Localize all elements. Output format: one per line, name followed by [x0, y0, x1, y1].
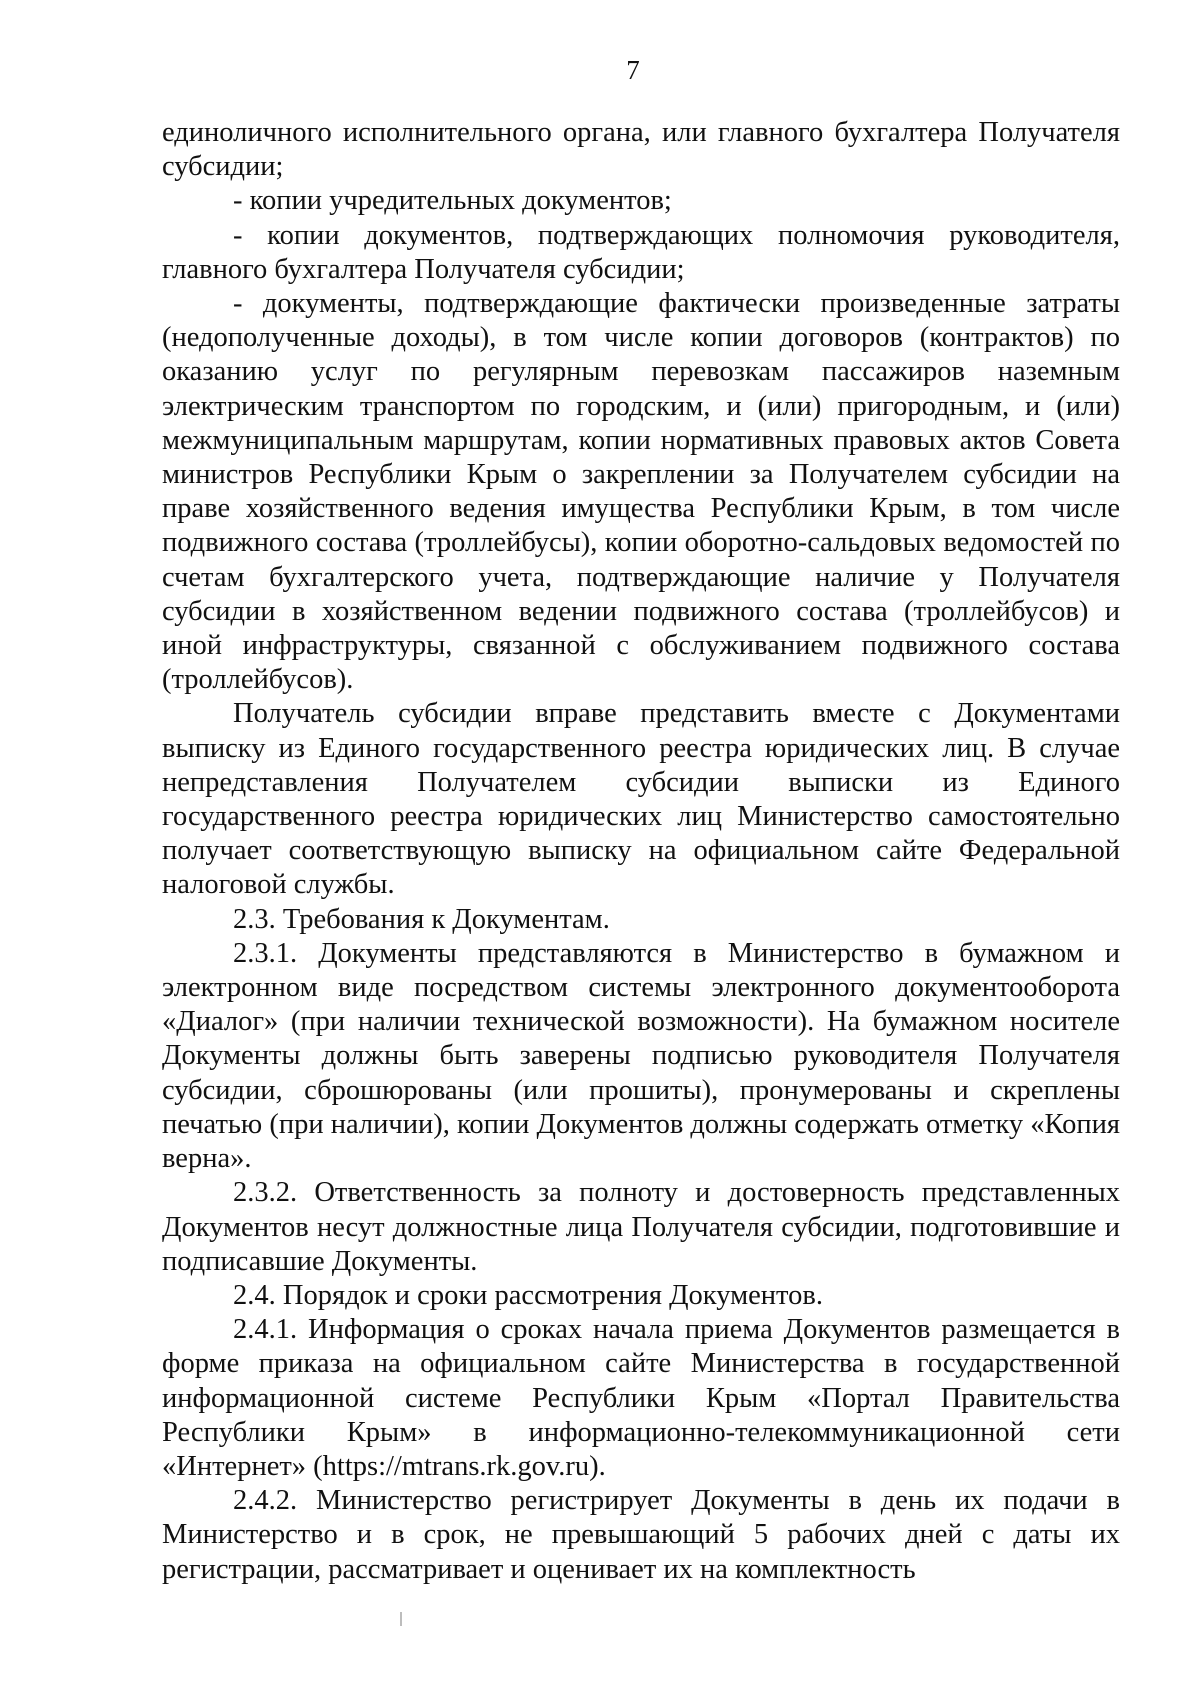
clause-2-4-1: 2.4.1. Информация о сроках начала приема Документов размещается в форме приказа на официальном сайте Министерства в государственной информационной системе Республики Крым «Портал Правительства Республики Крым» в информационно-телекоммуникационной сети «Интернет» (https://mtrans.rk.gov.ru).: [162, 1314, 1120, 1482]
clause-2-3-2: 2.3.2. Ответственность за полноту и достоверность представленных Документов несут должностные лица Получателя субсидии, подготовившие и подписавшие Документы.: [162, 1177, 1120, 1277]
clause-2-3-1: 2.3.1. Документы представляются в Министерство в бумажном и электронном виде посредством системы электронного документооборота «Диалог» (при наличии технической возможности). На бумажном носителе Документы должны быть заверены подписью руководителя Получателя субсидии, сброшюрованы (или прошиты), пронумерованы и скреплены печатью (при наличии), копии Документов должны содержать отметку «Копия верна».: [162, 937, 1120, 1175]
paragraph-egrul-extract: Получатель субсидии вправе представить вместе с Документами выписку из Единого государственного реестра юридических лиц. В случае непредставления Получателем субсидии выписки из Единого государственного реестра юридических лиц Министерство самостоятельно получает соответствующую выписку на официальном сайте Федеральной налоговой службы.: [162, 698, 1120, 901]
list-item-founding-documents: - копии учредительных документов;: [233, 185, 672, 217]
section-heading-2-3: 2.3. Требования к Документам.: [233, 903, 610, 935]
document-body: [162, 116, 1120, 1587]
list-item-authority-documents: - копии документов, подтверждающих полномочия руководителя, главного бухгалтера Получателя субсидии;: [162, 219, 1120, 285]
scan-artifact: [400, 1612, 402, 1626]
list-item-cost-documents: - документы, подтверждающие фактически произведенные затраты (недополученные доходы), в том числе копии договоров (контрактов) по оказанию услуг по регулярным перевозкам пассажиров наземным электрическим транспортом по городским, и (или) пригородным, и (или) межмуниципальным маршрутам, копии нормативных правовых актов Совета министров Республики Крым о закреплении за Получателем субсидии на праве хозяйственного ведения имущества Республики Крым, в том числе подвижного состава (троллейбусы), копии оборотно-сальдовых ведомостей по счетам бухгалтерского учета, подтверждающие наличие у Получателя субсидии в хозяйственном ведении подвижного состава (троллейбусов) и иной инфраструктуры, связанной с обслуживанием подвижного состава (троллейбусов).: [162, 288, 1120, 696]
page-number: 7: [626, 55, 640, 85]
clause-2-4-2: 2.4.2. Министерство регистрирует Документы в день их подачи в Министерство и в срок, не превышающий 5 рабочих дней с даты их регистрации, рассматривает и оценивает их на комплектность: [162, 1485, 1120, 1585]
section-heading-2-4: 2.4. Порядок и сроки рассмотрения Документов.: [233, 1279, 823, 1311]
paragraph-continuation: единоличного исполнительного органа, или главного бухгалтера Получателя субсидии;: [162, 117, 1120, 183]
